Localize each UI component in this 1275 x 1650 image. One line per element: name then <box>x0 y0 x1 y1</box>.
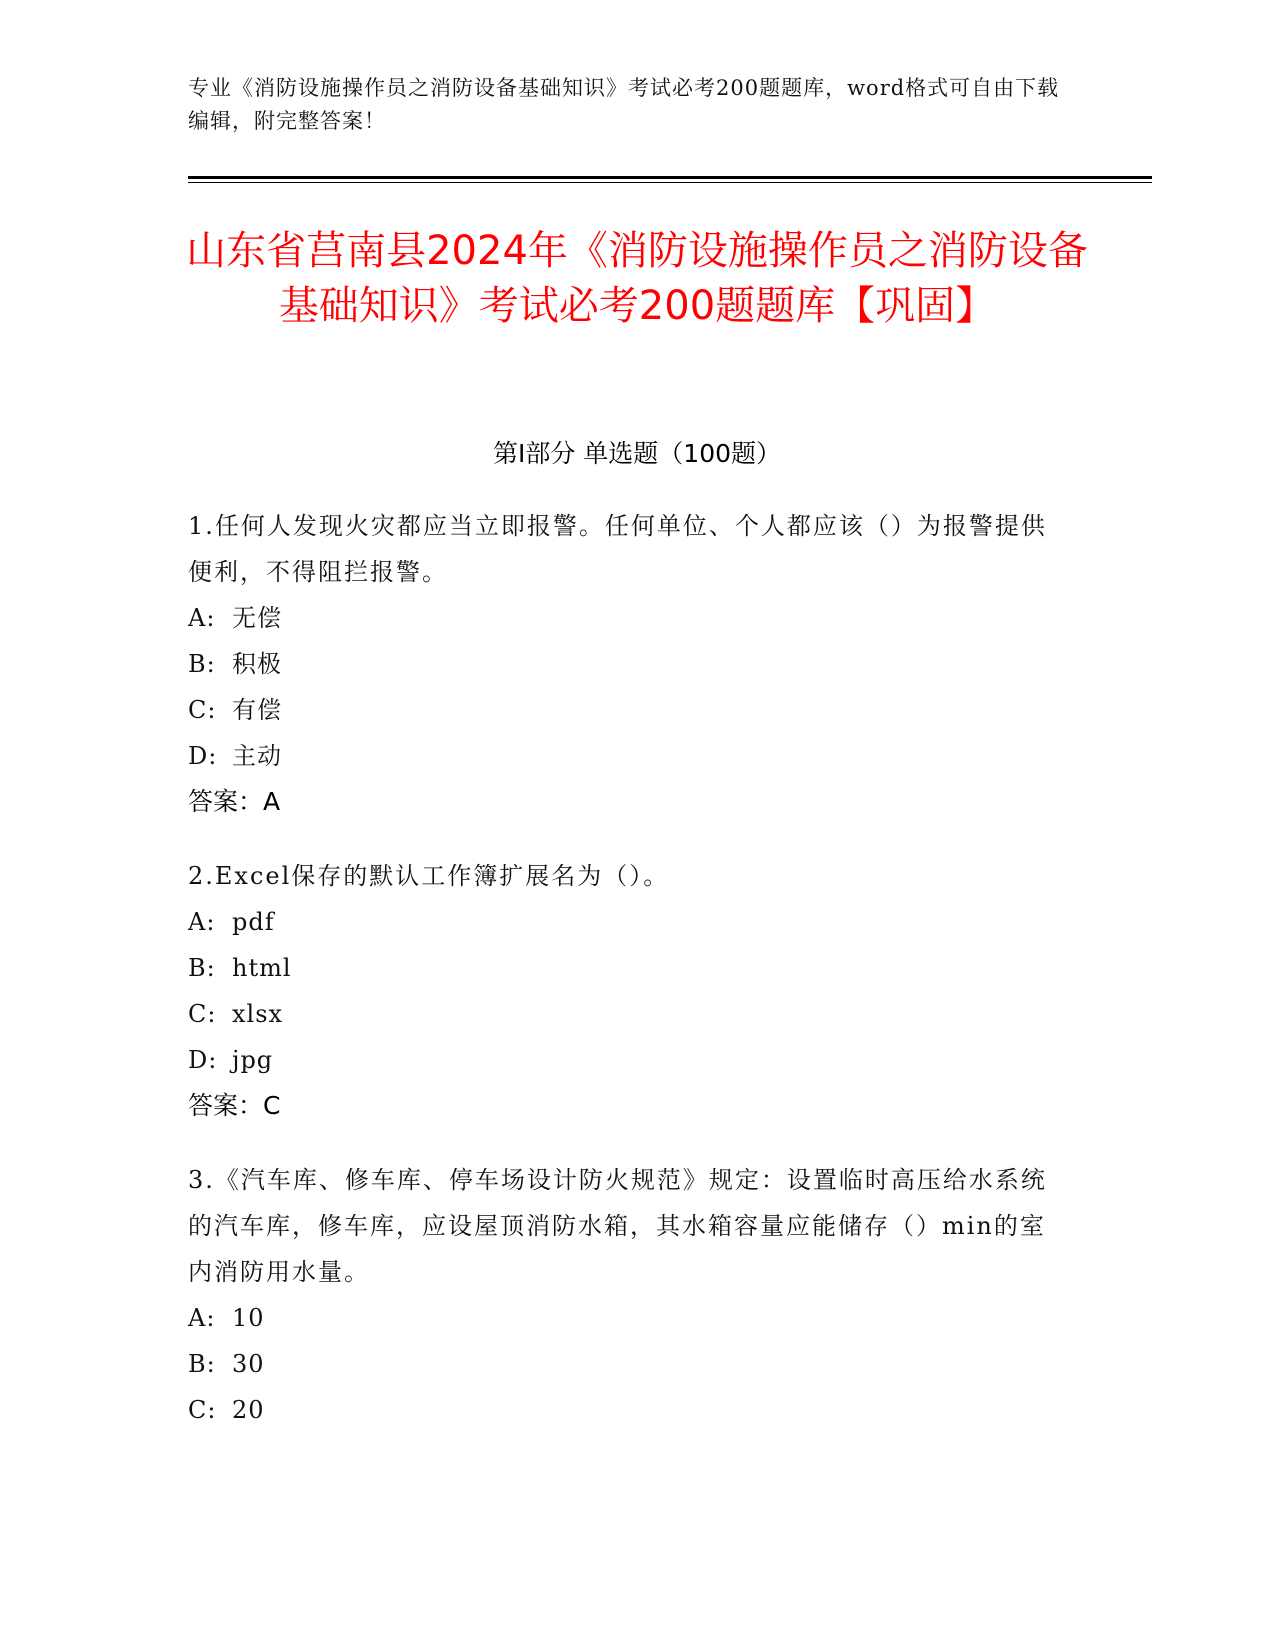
option-value: 30 <box>232 1350 265 1378</box>
question-text: 3.《汽车库、修车库、停车场设计防火规范》规定：设置临时高压给水系统的汽车库，修车库，应设屋顶消防水箱，其水箱容量应能储存（）min的室内消防用水量。 <box>188 1166 1047 1286</box>
header-note: 专业《消防设施操作员之消防设备基础知识》考试必考200题题库，word格式可自由下载编辑，附完整答案！ <box>188 76 1060 133</box>
question-text: 1.任何人发现火灾都应当立即报警。任何单位、个人都应该（）为报警提供便利，不得阻拦报警。 <box>188 512 1047 586</box>
option-c <box>188 687 1068 733</box>
option-key: B: <box>188 1350 216 1378</box>
option-value: html <box>232 954 292 982</box>
section-title: 第I部分 单选题（100题） <box>492 439 782 468</box>
question-3 <box>188 1157 1068 1433</box>
option-key: B: <box>188 650 216 678</box>
option-value: 无偿 <box>232 604 282 632</box>
option-c <box>188 991 1068 1037</box>
option-key: D: <box>188 1046 218 1074</box>
option-value: 20 <box>232 1396 265 1424</box>
answer: 答案：C <box>188 1091 281 1120</box>
option-d <box>188 733 1068 779</box>
option-b <box>188 945 1068 991</box>
option-a <box>188 1295 1068 1341</box>
option-value: 有偿 <box>232 696 282 724</box>
option-value: 主动 <box>232 742 282 770</box>
header-rule-thin <box>188 182 1152 183</box>
option-value: 10 <box>232 1304 265 1332</box>
document-title: 山东省莒南县2024年《消防设施操作员之消防设备基础知识》考试必考200题题库【巩固】 <box>186 228 1088 329</box>
option-value: 积极 <box>232 650 282 678</box>
option-key: C: <box>188 696 217 724</box>
option-a <box>188 899 1068 945</box>
option-c <box>188 1387 1068 1433</box>
header-rule-thick <box>188 176 1152 179</box>
option-value: pdf <box>232 908 275 936</box>
question-1 <box>188 503 1068 825</box>
option-key: D: <box>188 742 218 770</box>
option-key: C: <box>188 1396 217 1424</box>
option-d <box>188 1037 1068 1083</box>
option-key: C: <box>188 1000 217 1028</box>
option-b <box>188 641 1068 687</box>
option-key: A: <box>188 604 216 632</box>
question-text: 2.Excel保存的默认工作簿扩展名为（）。 <box>188 862 670 890</box>
option-key: A: <box>188 1304 216 1332</box>
option-value: jpg <box>232 1046 274 1074</box>
option-key: A: <box>188 908 216 936</box>
option-a <box>188 595 1068 641</box>
option-value: xlsx <box>232 1000 284 1028</box>
option-b <box>188 1341 1068 1387</box>
question-2 <box>188 853 1068 1129</box>
option-key: B: <box>188 954 216 982</box>
answer: 答案：A <box>188 787 281 816</box>
